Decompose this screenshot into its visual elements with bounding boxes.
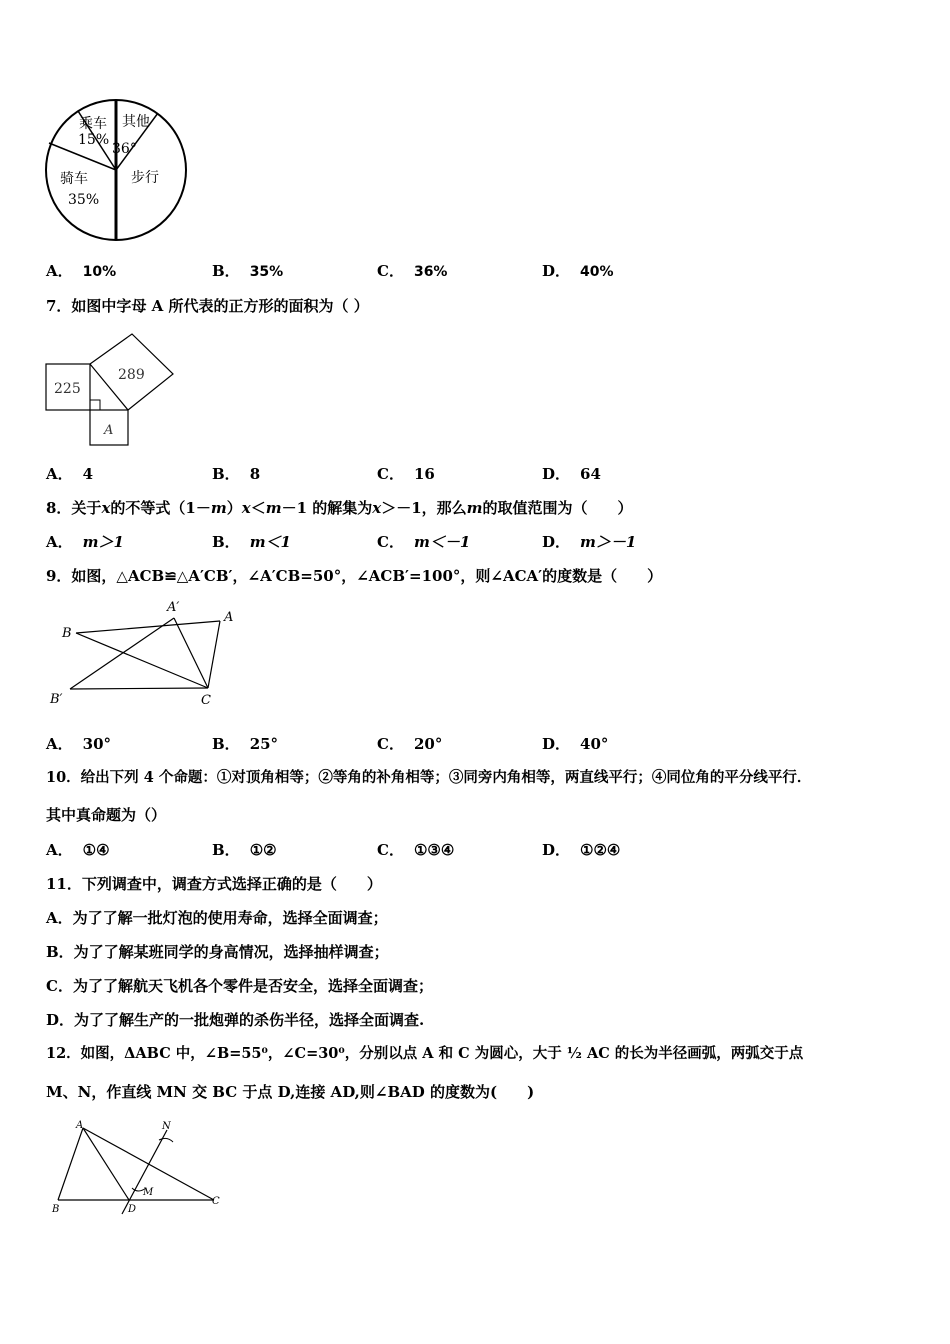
q8-option-d[interactable]: D． m＞－1 (542, 533, 637, 551)
q9-option-c[interactable]: C． 20° (377, 735, 443, 753)
q10-stem-line2: 其中真命题为（） (46, 806, 167, 824)
q12-triangle-figure (46, 1118, 231, 1218)
label-c: C (212, 1196, 220, 1207)
pie-label-other: 其他 (122, 114, 150, 130)
label-b: B (52, 1204, 60, 1215)
pie-label-walk: 步行 (131, 170, 159, 186)
pie-label-bike: 骑车 (60, 171, 88, 187)
q6-option-a[interactable]: A． 10% (46, 262, 117, 280)
q7-squares-figure (42, 326, 182, 451)
q7-option-b[interactable]: B． 8 (212, 465, 261, 483)
q11-option-a[interactable]: A．为了了解一批灯泡的使用寿命，选择全面调查； (46, 909, 388, 927)
q11-stem: 11．下列调查中，调查方式选择正确的是（ ） (46, 875, 382, 893)
q6-option-c[interactable]: C． 36% (377, 262, 448, 280)
segment-b-c (76, 633, 208, 688)
label-a-prime: A′ (167, 600, 180, 615)
label-a: A (104, 423, 114, 438)
pie-label-ride-pct: 15% (78, 132, 110, 148)
q10-option-c[interactable]: C． ①③④ (377, 841, 455, 859)
q11-option-c[interactable]: C．为了了解航天飞机各个零件是否安全，选择全面调查； (46, 977, 433, 995)
q7-option-c[interactable]: C． 16 (377, 465, 435, 483)
q11-option-b[interactable]: B．为了了解某班同学的身高情况，选择抽样调查； (46, 943, 389, 961)
q10-option-b[interactable]: B． ①② (212, 841, 277, 859)
segment-b-a (76, 621, 220, 633)
q12-stem-line1: 12．如图，ΔABC 中，∠B=55⁰，∠C=30⁰，分别以点 A 和 C 为圆心，大于 ½ AC 的长为半径画弧，两弧交于点 (46, 1045, 804, 1062)
label-m: M (143, 1187, 154, 1198)
segment-ap-c (174, 618, 208, 688)
q12-stem-line2: M、N，作直线 MN 交 BC 于点 D,连接 AD,则∠BAD 的度数为( ) (46, 1083, 535, 1101)
q8-option-c[interactable]: C． m＜－1 (377, 533, 471, 551)
q7-option-a[interactable]: A． 4 (46, 465, 94, 483)
label-289: 289 (118, 367, 145, 383)
q6-option-d[interactable]: D． 40% (542, 262, 614, 280)
label-b-prime: B′ (50, 692, 63, 707)
q10-option-a[interactable]: A． ①④ (46, 841, 110, 859)
q9-stem: 9．如图，△ACB≌△A′CB′，∠A′CB=50°，∠ACB′=100°，则∠ACA′的度数是（ ） (46, 567, 663, 585)
label-n: N (162, 1121, 171, 1132)
segment-a-b (58, 1128, 83, 1200)
q6-pie-figure (40, 96, 195, 246)
q6-option-b[interactable]: B． 35% (212, 262, 284, 280)
label-d: D (128, 1204, 137, 1215)
pie-label-ride: 乘车 (79, 116, 107, 132)
right-angle-mark (90, 400, 100, 410)
label-a: A (224, 610, 234, 625)
segment-a-c (208, 621, 220, 688)
q8-stem: 8．关于x的不等式（1－m）x＜m－1 的解集为x＞－1，那么m的取值范围为（ ） (46, 499, 633, 517)
q10-option-d[interactable]: D． ①②④ (542, 841, 621, 859)
q9-option-b[interactable]: B． 25° (212, 735, 279, 753)
pie-label-bike-pct: 35% (68, 192, 100, 208)
q8-option-b[interactable]: B． m＜1 (212, 533, 291, 551)
q7-option-d[interactable]: D． 64 (542, 465, 601, 483)
label-c: C (201, 693, 211, 708)
q9-option-d[interactable]: D． 40° (542, 735, 609, 753)
label-a: A (76, 1120, 84, 1131)
q9-triangles-figure (46, 596, 246, 711)
q8-option-a[interactable]: A． m＞1 (46, 533, 124, 551)
label-b: B (62, 626, 72, 641)
q10-stem-line1: 10．给出下列 4 个命题：①对顶角相等；②等角的补角相等；③同旁内角相等，两直线平行；④同位角的平分线平行． (46, 769, 812, 786)
q7-stem: 7．如图中字母 A 所代表的正方形的面积为（ ） (46, 297, 369, 315)
q11-option-d[interactable]: D．为了了解生产的一批炮弹的杀伤半径，选择全面调查. (46, 1011, 425, 1029)
q9-option-a[interactable]: A． 30° (46, 735, 112, 753)
line-mn (122, 1130, 167, 1214)
pie-label-angle: 36° (112, 141, 137, 157)
segment-a-d (83, 1128, 129, 1200)
segment-bp-c (70, 688, 208, 689)
label-225: 225 (54, 381, 81, 397)
